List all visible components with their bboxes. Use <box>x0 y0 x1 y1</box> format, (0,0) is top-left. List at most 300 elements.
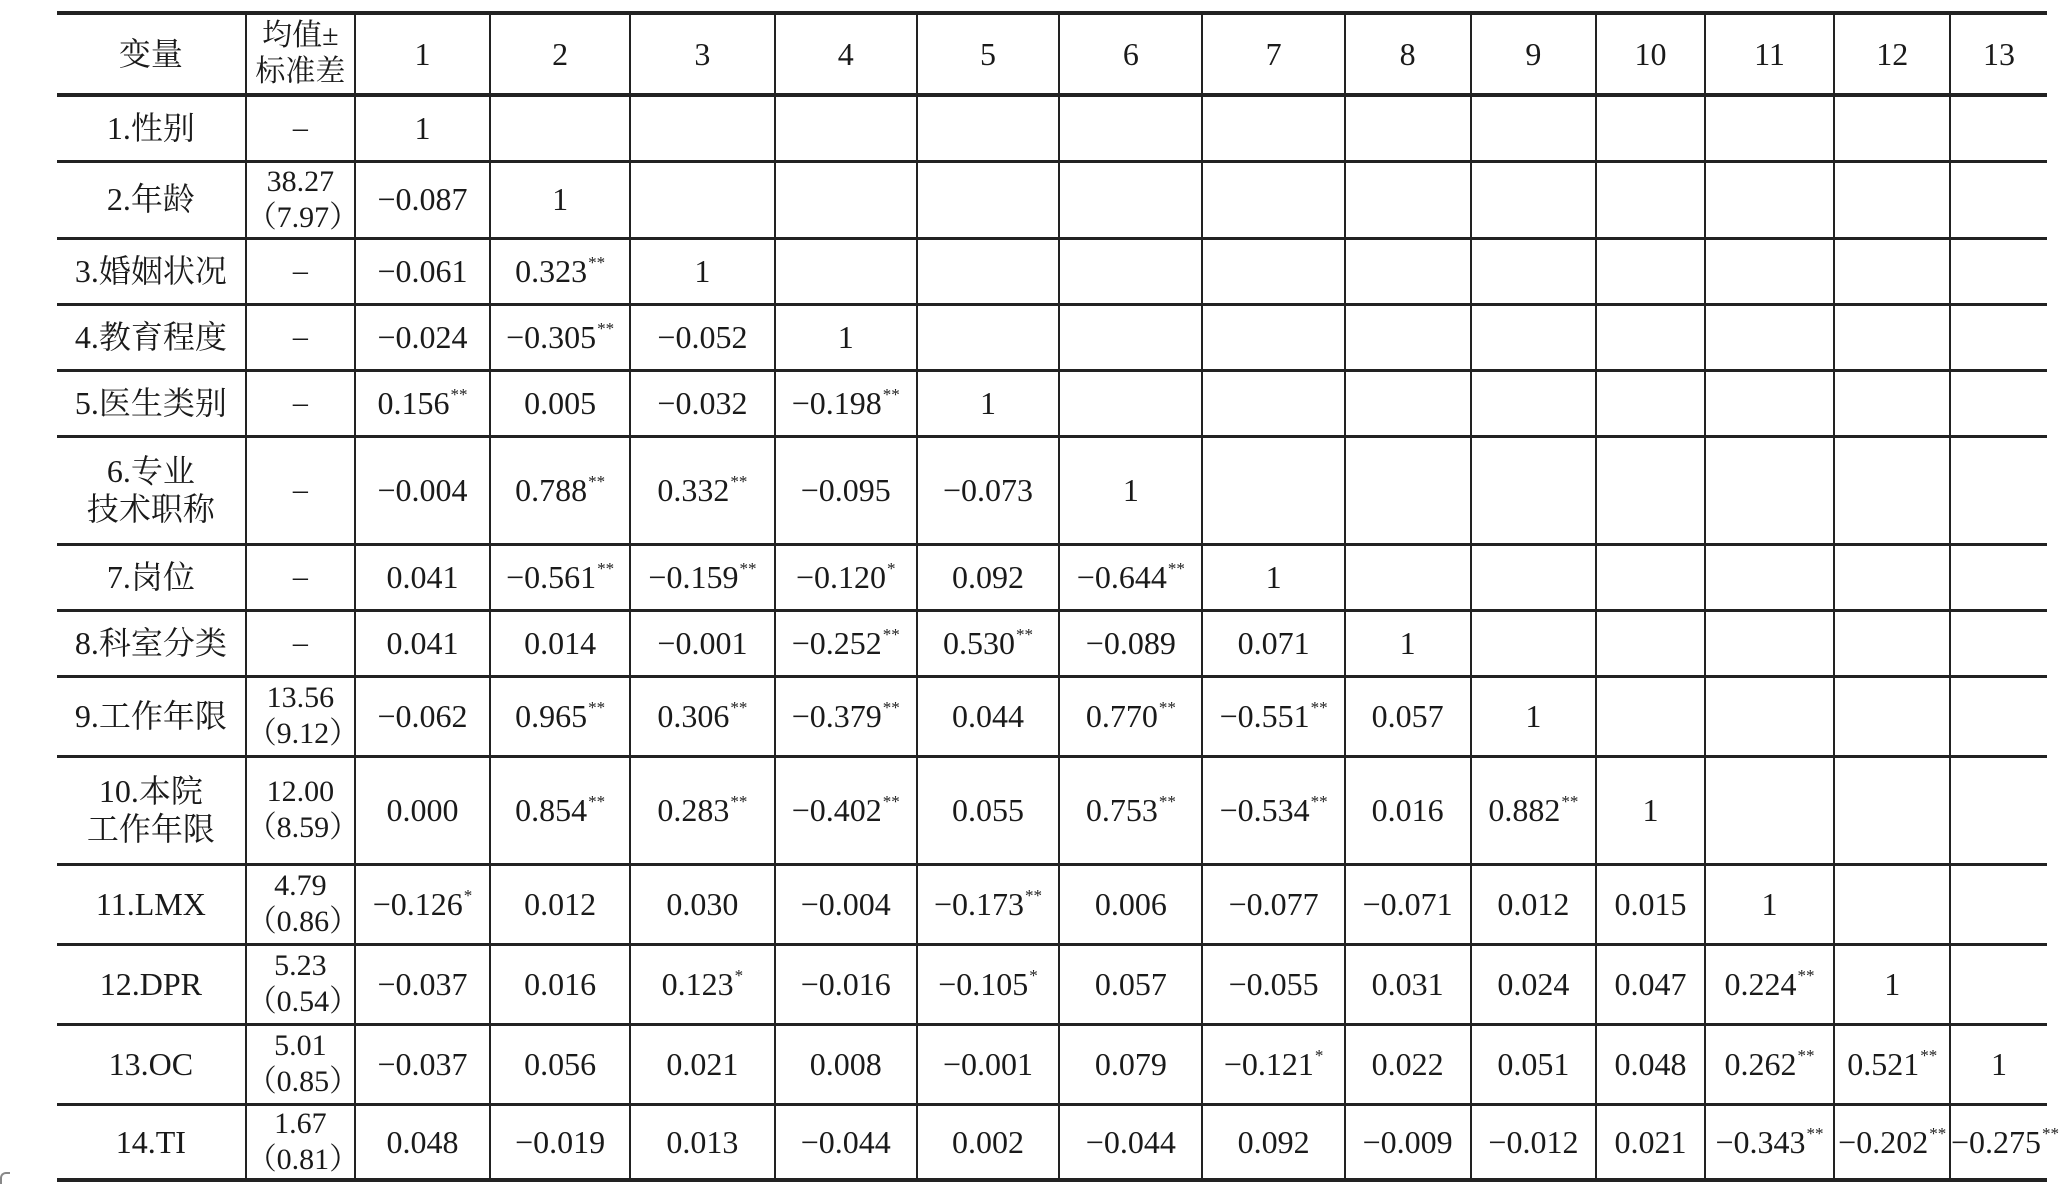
significance-mark: ** <box>1797 965 1815 985</box>
correlation-value: −0.055 <box>1228 965 1319 1002</box>
correlation-cell <box>1950 161 2047 238</box>
correlation-cell <box>1202 436 1344 544</box>
correlation-cell <box>630 544 774 610</box>
correlation-value: 0.000 <box>386 791 459 828</box>
correlation-cell <box>355 370 490 436</box>
significance-mark: * <box>887 558 896 578</box>
header-col-11: 11 <box>1705 13 1835 95</box>
correlation-cell <box>1705 864 1835 944</box>
correlation-value: 0.030 <box>666 885 739 922</box>
correlation-value: 1 <box>1884 965 1901 1002</box>
correlation-value: 0.057 <box>1094 965 1167 1002</box>
correlation-value: 0.005 <box>524 384 597 421</box>
table-header <box>57 13 2047 95</box>
correlation-value: −0.202 <box>1838 1123 1929 1160</box>
correlation-cell <box>1834 676 1949 756</box>
correlation-value: −0.379 <box>791 697 882 734</box>
correlation-cell <box>1202 610 1344 676</box>
correlation-cell <box>630 944 774 1024</box>
correlation-value: −0.052 <box>657 318 748 355</box>
correlation-value: −0.037 <box>377 1045 468 1082</box>
correlation-value: 0.048 <box>386 1123 459 1160</box>
correlation-value: 0.753 <box>1085 791 1158 828</box>
correlation-value: −0.198 <box>791 384 882 421</box>
correlation-cell <box>1834 161 1949 238</box>
mean-sd-cell <box>246 304 355 370</box>
correlation-cell <box>1059 304 1202 370</box>
mean-sd-cell <box>246 544 355 610</box>
correlation-cell <box>630 610 774 676</box>
correlation-value: 0.092 <box>952 558 1025 595</box>
correlation-cell <box>355 756 490 864</box>
correlation-cell <box>1834 864 1949 944</box>
correlation-cell <box>1059 864 1202 944</box>
significance-mark: ** <box>588 697 606 717</box>
correlation-value: 0.044 <box>952 697 1025 734</box>
correlation-value: 0.021 <box>666 1045 739 1082</box>
correlation-cell <box>355 544 490 610</box>
significance-mark: ** <box>450 384 468 404</box>
mean-sd-cell <box>246 944 360 1024</box>
correlation-value: −0.024 <box>377 318 468 355</box>
correlation-value: 0.013 <box>666 1123 739 1160</box>
correlation-value: −0.071 <box>1362 885 1453 922</box>
correlation-cell <box>355 161 490 238</box>
correlation-cell <box>1705 756 1835 864</box>
significance-mark: ** <box>588 471 606 491</box>
correlation-value: 0.041 <box>386 624 459 661</box>
correlation-cell <box>1059 95 1202 161</box>
significance-mark: ** <box>882 384 900 404</box>
mean-sd-cell <box>246 610 355 676</box>
correlation-cell <box>1471 304 1597 370</box>
correlation-cell <box>490 610 630 676</box>
correlation-cell <box>490 95 630 161</box>
correlation-cell <box>1950 304 2047 370</box>
correlation-value: 0.882 <box>1488 791 1561 828</box>
correlation-value: −0.012 <box>1488 1123 1579 1160</box>
correlation-cell <box>630 95 774 161</box>
correlation-value: −0.089 <box>1085 624 1176 661</box>
significance-mark: ** <box>1167 558 1185 578</box>
correlation-value: 0.024 <box>1497 965 1570 1002</box>
mean-sd-line: – <box>292 626 308 659</box>
correlation-cell <box>1834 1024 1949 1104</box>
correlation-value: 0.056 <box>524 1045 597 1082</box>
correlation-value: 0.014 <box>524 624 597 661</box>
correlation-cell <box>490 238 630 304</box>
correlation-cell <box>355 610 490 676</box>
correlation-value: 1 <box>1399 624 1416 661</box>
header-col-3: 3 <box>630 13 774 95</box>
significance-mark: ** <box>730 471 748 491</box>
correlation-cell <box>1345 1024 1471 1104</box>
correlation-cell <box>1202 864 1344 944</box>
mean-sd-cell <box>246 1104 360 1180</box>
correlation-value: 1 <box>552 181 569 218</box>
correlation-cell <box>490 944 630 1024</box>
mean-sd-line: 5.01 <box>274 1029 327 1062</box>
variable-label <box>57 436 246 544</box>
variable-label <box>57 238 246 304</box>
mean-sd-line: （7.97） <box>246 200 360 234</box>
correlation-value: −0.077 <box>1228 885 1319 922</box>
correlation-value: 0.031 <box>1371 965 1444 1002</box>
correlation-cell <box>1950 1024 2047 1104</box>
correlation-value: −0.305 <box>506 318 597 355</box>
correlation-value: 0.770 <box>1085 697 1158 734</box>
correlation-value: 1 <box>980 384 997 421</box>
correlation-cell <box>1950 544 2047 610</box>
correlation-value: 0.016 <box>1371 791 1444 828</box>
correlation-value: 0.008 <box>809 1045 882 1082</box>
correlation-cell <box>355 944 490 1024</box>
table-row <box>57 756 2047 864</box>
correlation-cell <box>1596 161 1704 238</box>
correlation-cell <box>1705 304 1835 370</box>
correlation-cell <box>1345 1104 1471 1180</box>
correlation-value: 1 <box>1525 697 1542 734</box>
table-row <box>57 610 2047 676</box>
correlation-cell <box>775 610 917 676</box>
correlation-value: 0.012 <box>1497 885 1570 922</box>
variable-label <box>57 756 246 864</box>
correlation-cell <box>1345 756 1471 864</box>
variable-label-line: 4.教育程度 <box>74 318 227 355</box>
correlation-cell <box>1345 95 1471 161</box>
correlation-cell <box>1471 238 1597 304</box>
correlation-cell <box>355 676 490 756</box>
correlation-value: −0.037 <box>377 965 468 1002</box>
table-row <box>57 1024 2047 1104</box>
correlation-cell <box>1471 610 1597 676</box>
variable-label-line: 技术职称 <box>86 491 215 527</box>
correlation-value: 0.332 <box>657 471 730 508</box>
correlation-cell <box>1596 676 1704 756</box>
correlation-cell <box>1705 436 1835 544</box>
mean-sd-line: 12.00 <box>266 775 335 808</box>
significance-mark: * <box>1314 1045 1324 1065</box>
correlation-cell <box>917 1104 1059 1180</box>
correlation-cell <box>1202 944 1344 1024</box>
correlation-cell <box>490 304 630 370</box>
correlation-cell <box>1471 944 1597 1024</box>
correlation-value: 0.012 <box>524 885 597 922</box>
correlation-cell <box>1834 304 1949 370</box>
mean-sd-line: （8.59） <box>246 811 360 844</box>
correlation-cell <box>1596 238 1704 304</box>
header-col-13: 13 <box>1950 13 2047 95</box>
correlation-cell <box>1202 756 1344 864</box>
correlation-cell <box>1059 238 1202 304</box>
correlation-value: 0.051 <box>1497 1045 1570 1082</box>
correlation-cell <box>1202 95 1344 161</box>
correlation-value: −0.001 <box>657 624 748 661</box>
correlation-cell <box>1834 756 1949 864</box>
correlation-cell <box>1471 756 1597 864</box>
correlation-value: −0.126 <box>372 885 463 922</box>
correlation-cell <box>1059 436 1202 544</box>
correlation-cell <box>1705 95 1835 161</box>
table-row <box>57 544 2047 610</box>
mean-sd-cell <box>246 1024 360 1104</box>
mean-sd-line: – <box>292 386 308 419</box>
correlation-value: −0.534 <box>1219 791 1310 828</box>
correlation-cell <box>1059 544 1202 610</box>
mean-sd-line: 5.23 <box>274 949 327 982</box>
correlation-cell <box>775 1024 917 1104</box>
correlation-cell <box>1202 238 1344 304</box>
significance-mark: ** <box>1158 697 1176 717</box>
correlation-cell <box>1202 161 1344 238</box>
mean-sd-cell <box>246 756 360 864</box>
correlation-cell <box>1596 304 1704 370</box>
significance-mark: * <box>463 885 473 905</box>
mean-sd-line: – <box>292 254 308 287</box>
correlation-value: −0.061 <box>377 252 468 289</box>
correlation-cell <box>1834 238 1949 304</box>
correlation-cell <box>1950 944 2047 1024</box>
table-row <box>57 370 2047 436</box>
correlation-value: 0.224 <box>1724 965 1797 1002</box>
correlation-cell <box>630 864 774 944</box>
mean-sd-line: （0.54） <box>246 985 360 1018</box>
variable-label-line: 1.性别 <box>106 110 195 147</box>
correlation-cell <box>775 864 917 944</box>
significance-mark: * <box>1029 965 1038 985</box>
correlation-cell <box>630 436 774 544</box>
correlation-cell <box>1202 1024 1344 1104</box>
correlation-cell <box>1950 95 2047 161</box>
mean-sd-line: – <box>292 111 308 145</box>
variable-label <box>57 161 246 238</box>
significance-mark: ** <box>1929 1123 1947 1143</box>
correlation-cell <box>1059 1104 1202 1180</box>
correlation-value: 0.015 <box>1614 885 1687 922</box>
mean-sd-line: 13.56 <box>266 681 335 714</box>
variable-label-line: 12.DPR <box>99 965 202 1002</box>
correlation-cell <box>355 304 490 370</box>
variable-label <box>57 676 246 756</box>
variable-label <box>57 610 246 676</box>
correlation-value: 0.530 <box>943 624 1016 661</box>
correlation-value: −0.044 <box>800 1123 891 1160</box>
correlation-cell <box>490 436 630 544</box>
correlation-cell <box>917 161 1059 238</box>
significance-mark: ** <box>588 791 606 811</box>
correlation-cell <box>1202 544 1344 610</box>
correlation-cell <box>630 161 774 238</box>
correlation-cell <box>917 756 1059 864</box>
variable-label-line: 11.LMX <box>95 885 206 922</box>
correlation-cell <box>917 864 1059 944</box>
variable-label <box>57 864 246 944</box>
significance-mark: ** <box>597 558 615 578</box>
correlation-cell <box>1834 436 1949 544</box>
variable-label <box>57 1104 246 1180</box>
significance-mark: ** <box>730 697 748 717</box>
table-row <box>57 161 2047 238</box>
correlation-cell <box>490 676 630 756</box>
correlation-cell <box>775 161 917 238</box>
variable-label-line: 6.专业 <box>106 452 195 489</box>
correlation-value: −0.120 <box>795 558 886 595</box>
correlation-cell <box>1471 161 1597 238</box>
correlation-cell <box>775 95 917 161</box>
correlation-cell <box>1834 1104 1949 1180</box>
correlation-value: 0.006 <box>1094 885 1167 922</box>
header-col-8: 8 <box>1345 13 1471 95</box>
correlation-cell <box>630 1024 774 1104</box>
variable-label <box>57 304 246 370</box>
significance-mark: ** <box>882 624 900 644</box>
correlation-cell <box>1950 370 2047 436</box>
correlation-cell <box>1596 864 1704 944</box>
correlation-cell <box>630 676 774 756</box>
correlation-cell <box>490 1024 630 1104</box>
table-row <box>57 944 2047 1024</box>
header-mean-sd-line2: 标准差 <box>255 55 346 88</box>
mean-sd-line: 1.67 <box>274 1106 327 1140</box>
header-variable: 变量 <box>57 13 246 95</box>
correlation-value: 0.079 <box>1094 1045 1167 1082</box>
correlation-value: 0.323 <box>515 252 588 289</box>
significance-mark: ** <box>588 252 606 272</box>
correlation-cell <box>355 238 490 304</box>
correlation-cell <box>917 370 1059 436</box>
variable-label-line: 5.医生类别 <box>74 384 227 421</box>
header-col-9: 9 <box>1471 13 1597 95</box>
correlation-cell <box>1596 1104 1704 1180</box>
header-col-2: 2 <box>490 13 630 95</box>
correlation-cell <box>1950 238 2047 304</box>
correlation-value: 0.262 <box>1724 1045 1797 1082</box>
correlation-cell <box>1705 1104 1835 1180</box>
correlation-cell <box>355 864 490 944</box>
correlation-cell <box>1834 95 1949 161</box>
correlation-cell <box>1345 610 1471 676</box>
correlation-cell <box>1059 676 1202 756</box>
correlation-cell <box>1471 370 1597 436</box>
significance-mark: ** <box>882 697 900 717</box>
correlation-cell <box>1471 95 1597 161</box>
correlation-cell <box>1705 161 1835 238</box>
page-edge-mark <box>0 1172 10 1184</box>
mean-sd-line: – <box>292 560 308 593</box>
correlation-cell <box>1471 1024 1597 1104</box>
header-col-5: 5 <box>917 13 1059 95</box>
correlation-cell <box>490 544 630 610</box>
correlation-cell <box>1705 238 1835 304</box>
correlation-value: 0.016 <box>524 965 597 1002</box>
correlation-value: 0.048 <box>1614 1045 1687 1082</box>
mean-sd-line: – <box>292 320 308 353</box>
correlation-value: 1 <box>1990 1045 2007 1082</box>
correlation-cell <box>1950 756 2047 864</box>
correlation-cell <box>1059 756 1202 864</box>
correlation-cell <box>917 1024 1059 1104</box>
significance-mark: * <box>734 965 744 985</box>
correlation-cell <box>1596 610 1704 676</box>
variable-label <box>57 1024 246 1104</box>
significance-mark: ** <box>739 558 757 578</box>
correlation-cell <box>775 1104 917 1180</box>
correlation-cell <box>1834 944 1949 1024</box>
correlation-cell <box>490 370 630 436</box>
correlation-cell <box>1950 610 2047 676</box>
variable-label <box>57 95 246 161</box>
mean-sd-cell <box>246 238 355 304</box>
correlation-value: 0.788 <box>515 471 588 508</box>
table-row <box>57 864 2047 944</box>
correlation-value: −0.001 <box>942 1045 1034 1082</box>
correlation-cell <box>1596 95 1704 161</box>
correlation-cell <box>917 304 1059 370</box>
correlation-cell <box>1202 370 1344 436</box>
correlation-cell <box>355 95 490 161</box>
significance-mark: ** <box>1806 1123 1824 1143</box>
correlation-value: −0.016 <box>800 965 891 1002</box>
correlation-value: 0.041 <box>386 558 459 595</box>
correlation-cell <box>1059 161 1202 238</box>
table-row <box>57 238 2047 304</box>
correlation-cell <box>1834 370 1949 436</box>
correlation-cell <box>1202 304 1344 370</box>
mean-sd-line: 4.79 <box>274 869 327 902</box>
correlation-cell <box>490 756 630 864</box>
correlation-cell <box>917 544 1059 610</box>
correlation-value: −0.252 <box>791 624 882 661</box>
correlation-cell <box>1202 1104 1344 1180</box>
variable-label-line: 工作年限 <box>86 811 215 847</box>
mean-sd-line: 38.27 <box>266 164 335 198</box>
correlation-cell <box>1059 944 1202 1024</box>
correlation-cell <box>1471 544 1597 610</box>
correlation-value: 0.283 <box>657 791 730 828</box>
correlation-cell <box>917 95 1059 161</box>
correlation-cell <box>1059 1024 1202 1104</box>
correlation-cell <box>1345 436 1471 544</box>
correlation-value: −0.275 <box>1950 1123 2041 1160</box>
correlation-value: −0.159 <box>648 558 739 595</box>
significance-mark: ** <box>1158 791 1176 811</box>
correlation-value: −0.062 <box>377 697 468 734</box>
header-mean-sd-line1: 均值± <box>262 19 339 52</box>
correlation-cell <box>775 944 917 1024</box>
variable-label-line: 8.科室分类 <box>74 624 227 661</box>
table-row <box>57 95 2047 161</box>
correlation-cell <box>775 436 917 544</box>
correlation-cell <box>630 756 774 864</box>
significance-mark: ** <box>882 791 900 811</box>
correlation-value: 1 <box>1122 471 1139 508</box>
correlation-cell <box>917 238 1059 304</box>
correlation-cell <box>1596 756 1704 864</box>
correlation-value: 0.071 <box>1237 624 1310 661</box>
correlation-cell <box>1705 370 1835 436</box>
variable-label-line: 7.岗位 <box>106 558 195 595</box>
header-col-1: 1 <box>355 13 490 95</box>
significance-mark: ** <box>1025 885 1043 905</box>
mean-sd-cell <box>246 161 360 238</box>
significance-mark: ** <box>1561 791 1579 811</box>
correlation-value: 0.002 <box>952 1123 1025 1160</box>
correlation-cell <box>775 676 917 756</box>
correlation-cell <box>630 370 774 436</box>
correlation-cell <box>1834 544 1949 610</box>
correlation-cell <box>1596 436 1704 544</box>
correlation-cell <box>1834 610 1949 676</box>
